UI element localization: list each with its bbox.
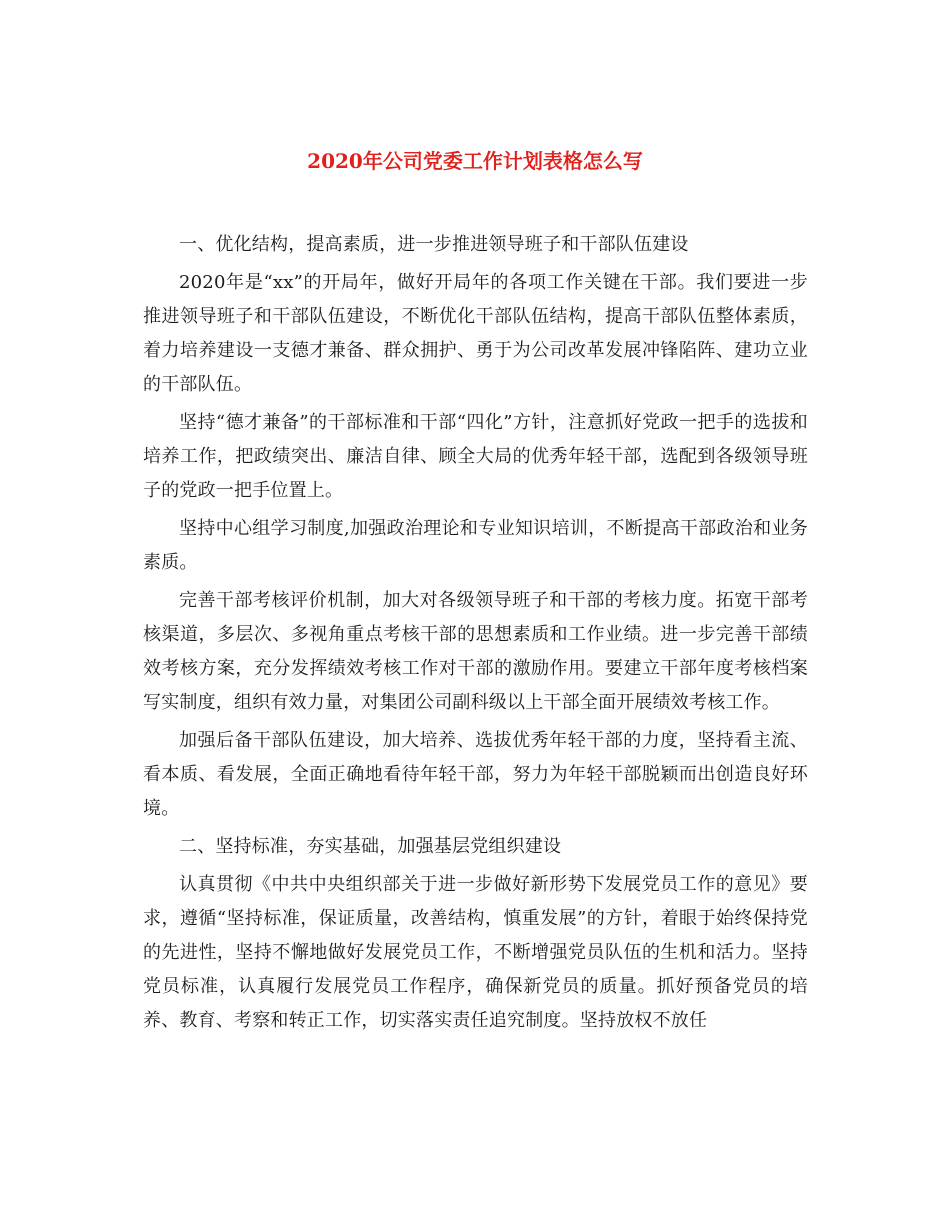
paragraph: 坚持“德才兼备”的干部标准和干部“四化”方针，注意抓好党政一把手的选拔和培养工作，把政绩突出、廉洁自律、顾全大局的优秀年轻干部，选配到各级领导班子的党政一把手位置上。 — [143, 412, 808, 501]
paragraph: 完善干部考核评价机制，加大对各级领导班子和干部的考核力度。拓宽干部考核渠道，多层次、多视角重点考核干部的思想素质和工作业绩。进一步完善干部绩效考核方案，充分发挥绩效考核工作对干部的激励作用。要建立干部年度考核档案写实制度，组织有效力量，对集团公司副科级以上干部全面开展绩效考核工作。 — [143, 590, 808, 713]
document-body — [143, 228, 808, 1042]
paragraph: 2020年是“xx”的开局年，做好开局年的各项工作关键在干部。我们要进一步推进领导班子和干部队伍建设，不断优化干部队伍结构，提高干部队伍整体素质，着力培养建设一支德才兼备、群众拥护、勇于为公司改革发展冲锋陷阵、建功立业的干部队伍。 — [143, 272, 808, 395]
paragraph: 坚持中心组学习制度,加强政治理论和专业知识培训，不断提高干部政治和业务素质。 — [143, 518, 808, 573]
paragraph: 认真贯彻《中共中央组织部关于进一步做好新形势下发展党员工作的意见》要求，遵循“坚持标准，保证质量，改善结构，慎重发展”的方针，着眼于始终保持党的先进性，坚持不懈地做好发展党员工作，不断增强党员队伍的生机和活力。坚持党员标准，认真履行发展党员工作程序，确保新党员的质量。抓好预备党员的培养、教育、考察和转正工作，切实落实责任追究制度。坚持放权不放任 — [143, 874, 808, 1031]
paragraph: 加强后备干部队伍建设，加大培养、选拔优秀年轻干部的力度，坚持看主流、看本质、看发展，全面正确地看待年轻干部，努力为年轻干部脱颖而出创造良好环境。 — [143, 730, 808, 819]
document-title: 2020年公司党委工作计划表格怎么写 — [307, 149, 643, 173]
section-heading-2: 二、坚持标准，夯实基础，加强基层党组织建设 — [179, 836, 562, 857]
section-heading-1: 一、优化结构，提高素质，进一步推进领导班子和干部队伍建设 — [179, 234, 689, 255]
